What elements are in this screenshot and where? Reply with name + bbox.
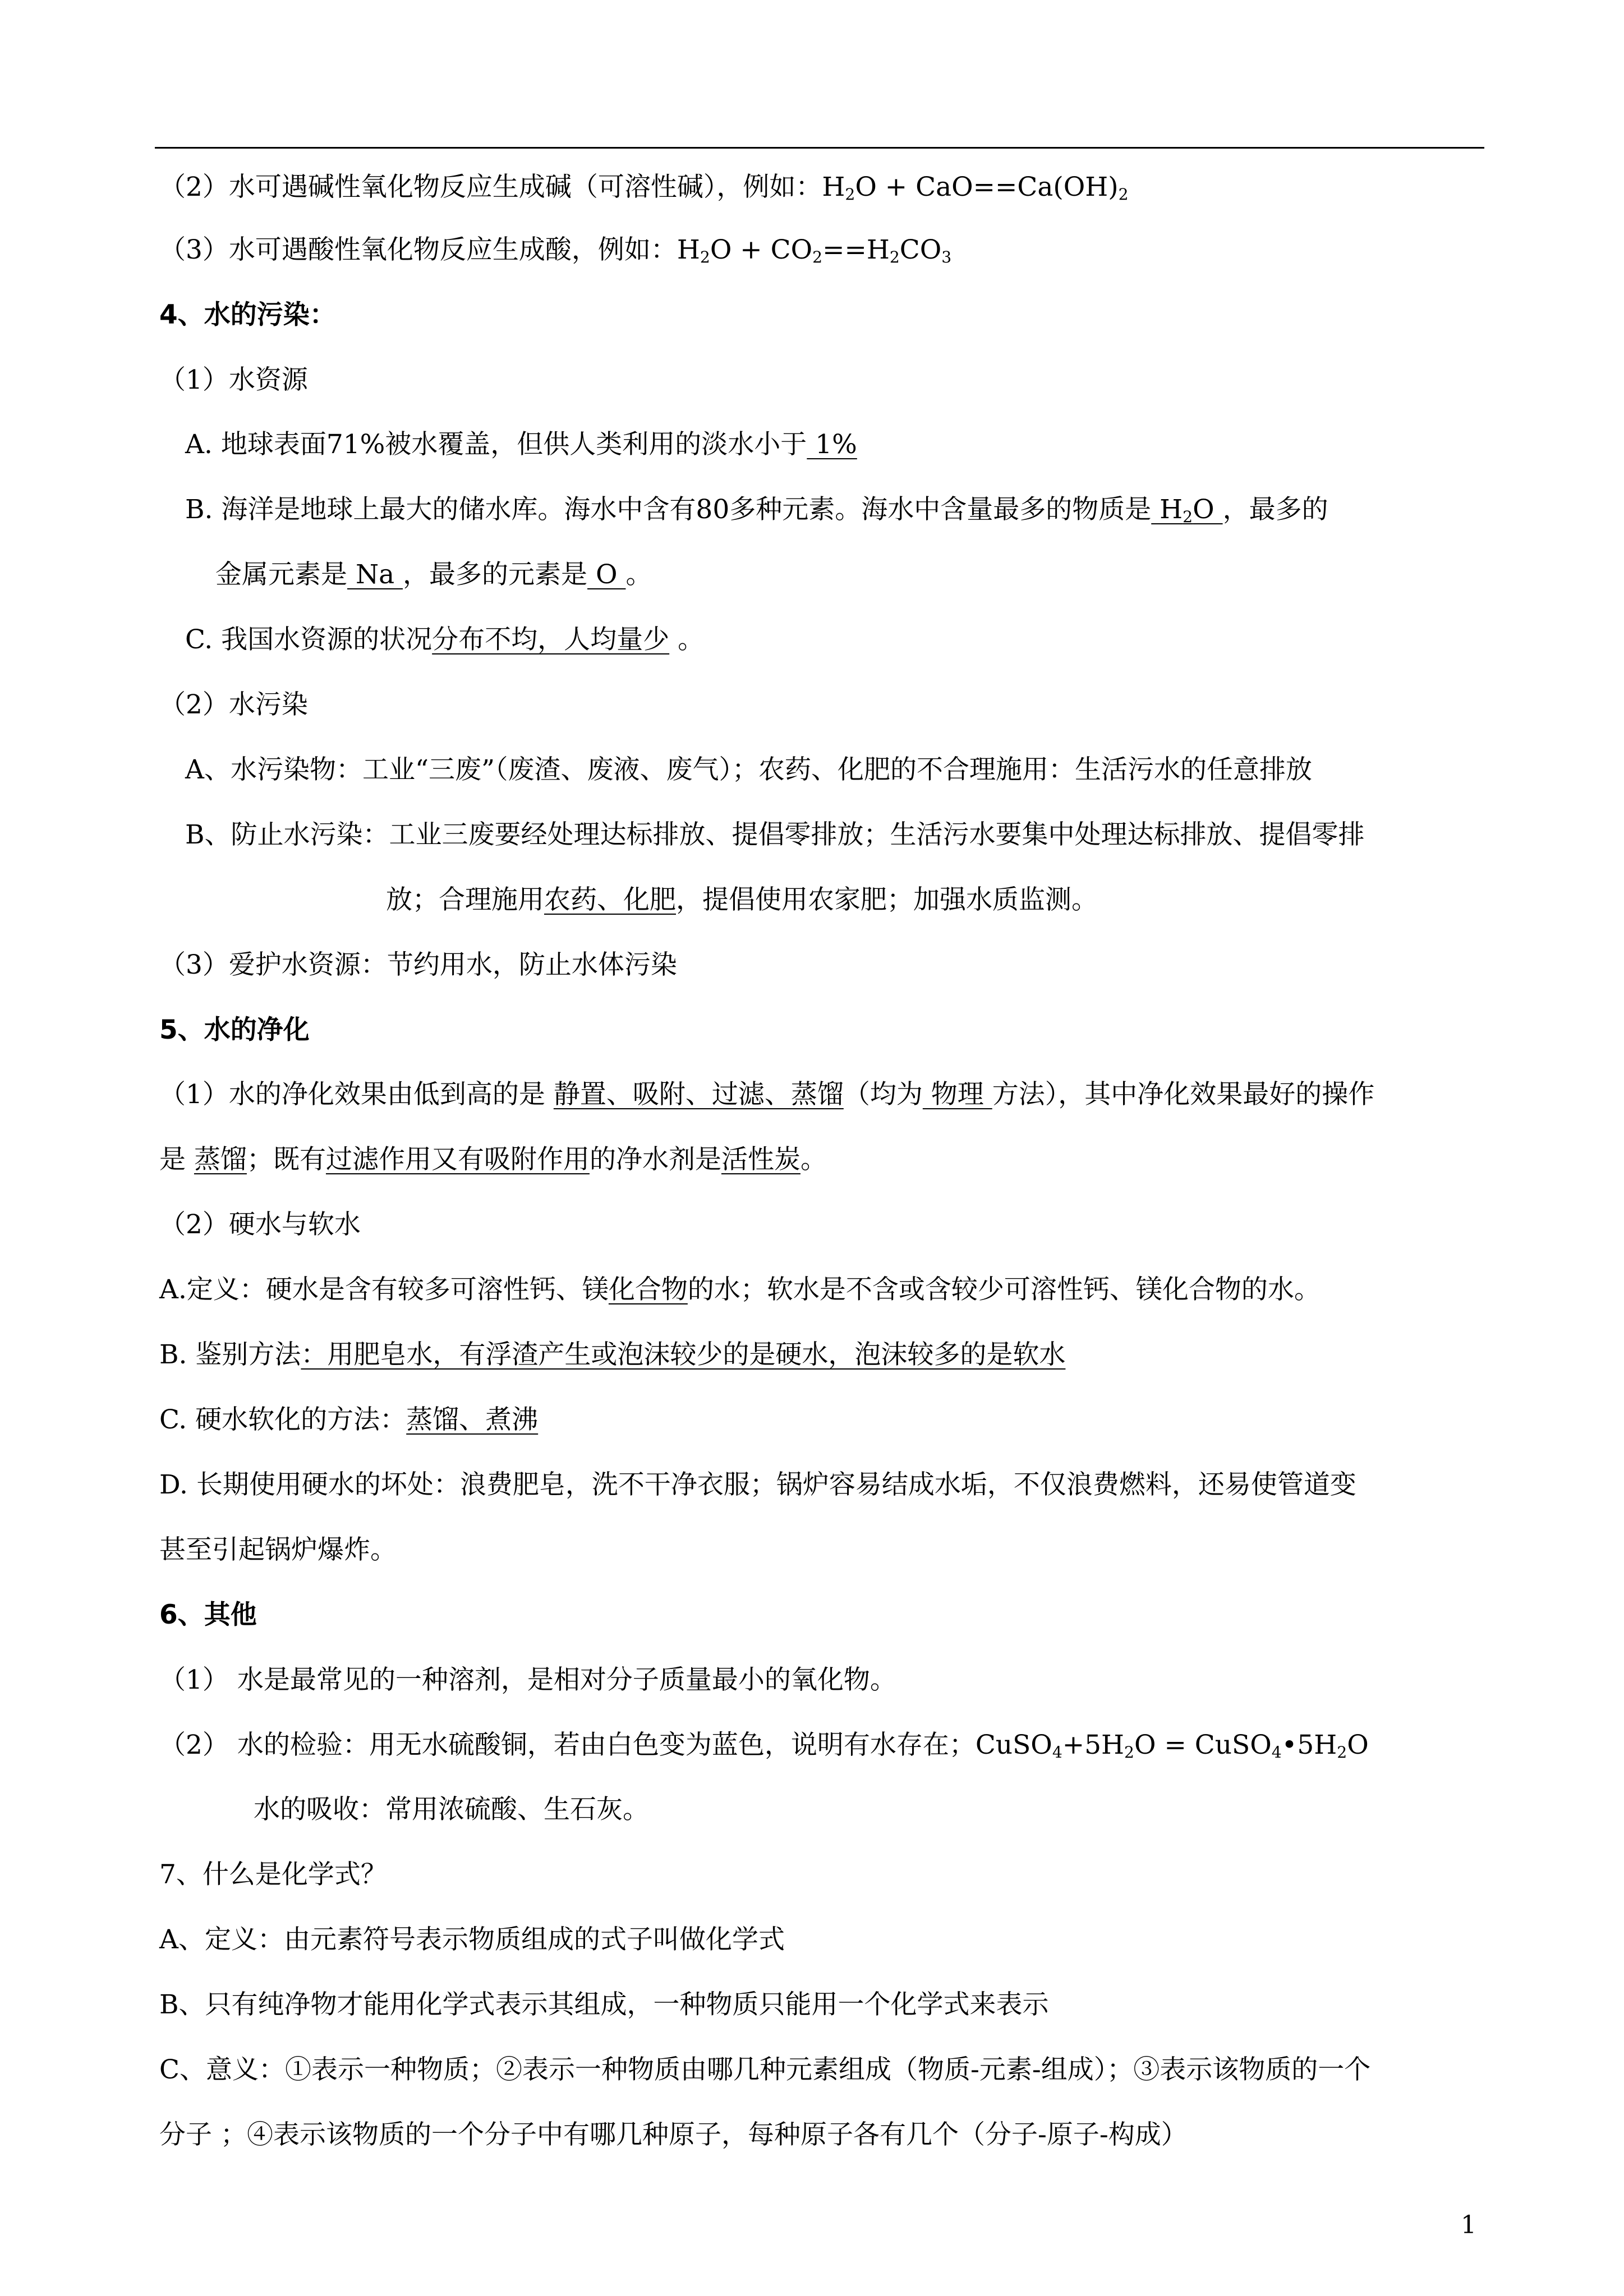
text-line-water-test: （2） 水的检验：用无水硫酸铜，若由白色变为蓝色，说明有水存在；$CuSO_4+5H_2O$ = $CuSO_4•5H_2O$ (159, 1730, 1369, 1762)
text-line-ocean: B. 海洋是地球上最大的储水库。海水中含有80多种元素。海水中含量最多的物质是 $H_2O$ ，最多的 (185, 494, 1328, 527)
text-line-hard-water-definition: A.定义：硬水是含有较多可溶性钙、镁化合物的水；软水是不含或含较少可溶性钙、镁化合物的水。 (159, 1274, 1321, 1305)
text-line-fresh-water: A. 地球表面71%被水覆盖，但供人类利用的淡水小于 1% (185, 429, 857, 460)
text-line-water-absorption: 水的吸收：常用浓硫酸、生石灰。 (254, 1794, 649, 1825)
section-heading-chemical-formula: 7、什么是化学式？ (159, 1859, 387, 1890)
section-heading-water-pollution: 4、水的污染： (159, 299, 336, 330)
page-number: 1 (1461, 2211, 1476, 2239)
text-line-softening: C. 硬水软化的方法：蒸馏、煮沸 (159, 1404, 539, 1435)
subheading-water-resources: （1）水资源 (159, 365, 308, 395)
text-line-prevention: B、防止水污染：工业三废要经处理达标排放、提倡零排放；生活污水要集中处理达标排放、提倡零排 (185, 819, 1365, 850)
text-line-water-base-reaction: （2）水可遇碱性氧化物反应生成碱（可溶性碱），例如：$H_2O + CaO==Ca(OH)_2$ (159, 172, 1129, 204)
text-line-formula-meaning-cont: 分子 ；④表示该物质的一个分子中有哪几种原子，每种原子各有几个（分子-原子-构成） (159, 2119, 1188, 2150)
text-line-protect-water: （3）爱护水资源：节约用水，防止水体污染 (159, 949, 677, 980)
text-line-formula-definition: A、定义：由元素符号表示物质组成的式子叫做化学式 (159, 1924, 785, 1955)
text-line-formula-meaning: C、意义：①表示一种物质；②表示一种物质由哪几种元素组成（物质-元素-组成）；③表示该物质的一个 (159, 2054, 1371, 2085)
text-line-solvent: （1） 水是最常见的一种溶剂，是相对分子质量最小的氧化物。 (159, 1665, 896, 1695)
section-heading-purification: 5、水的净化 (159, 1015, 310, 1045)
text-line-water-acid-reaction: （3）水可遇酸性氧化物反应生成酸，例如：$H_2O + CO_2==H_2CO_3$ (159, 234, 952, 267)
text-line-hard-water-harm-cont: 甚至引起锅炉爆炸。 (159, 1534, 397, 1565)
subheading-hard-soft-water: （2）硬水与软水 (159, 1209, 361, 1240)
text-line-identification: B. 鉴别方法：用肥皂水，有浮渣产生或泡沫较少的是硬水，泡沫较多的是软水 (159, 1339, 1066, 1370)
header-rule (155, 147, 1484, 149)
text-line-hard-water-harm: D. 长期使用硬水的坏处：浪费肥皂，洗不干净衣服；锅炉容易结成水垢，不仅浪费燃料，还易使管道变 (159, 1469, 1356, 1500)
text-line-ocean-elements: 金属元素是 Na ，最多的元素是 O 。 (215, 559, 652, 590)
text-line-distillation: 是 蒸馏；既有过滤作用又有吸附作用的净水剂是活性炭。 (159, 1144, 827, 1175)
text-line-china-water: C. 我国水资源的状况分布不均，人均量少 。 (185, 624, 705, 655)
subheading-water-pollution: （2）水污染 (159, 689, 308, 720)
text-line-pollutants: A、水污染物：工业“三废”（废渣、废液、废气）；农药、化肥的不合理施用：生活污水的任意排放 (185, 754, 1312, 785)
text-line-prevention-cont: 放；合理施用农药、化肥，提倡使用农家肥；加强水质监测。 (386, 884, 1098, 915)
text-line-pure-substance: B、只有纯净物才能用化学式表示其组成，一种物质只能用一个化学式来表示 (159, 1989, 1049, 2020)
text-line-purification-order: （1）水的净化效果由低到高的是 静置、吸附、过滤、蒸馏（均为 物理 方法），其中净化效果最好的操作 (159, 1079, 1375, 1110)
section-heading-other: 6、其他 (159, 1599, 257, 1630)
